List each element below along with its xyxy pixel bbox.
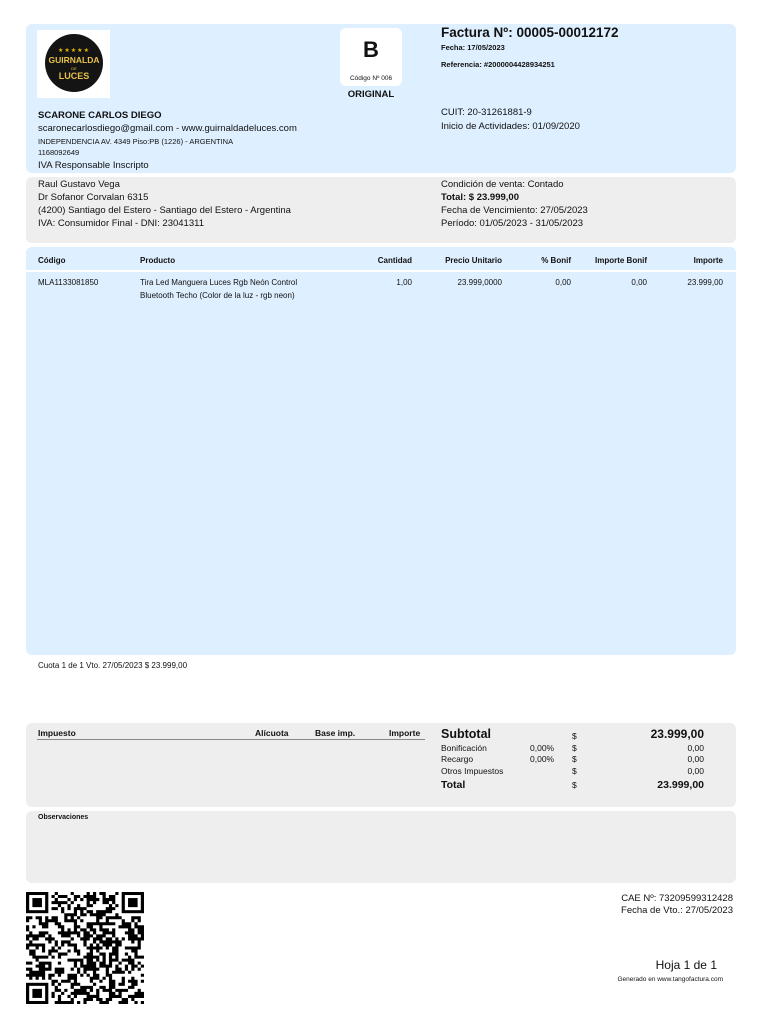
logo-text-luces: LUCES	[58, 71, 90, 81]
subtotal-currency: $	[572, 731, 577, 741]
client-city: (4200) Santiago del Estero - Santiago del Estero - Argentina	[38, 205, 291, 216]
otros-impuestos-currency: $	[572, 766, 577, 776]
qr-code	[26, 892, 144, 1004]
tax-header-importe: Importe	[389, 728, 421, 738]
observations-section	[26, 811, 736, 883]
row-producto-line2: Bluetooth Techo (Color de la luz - rgb neon)	[140, 291, 295, 300]
row-importe: 23.999,00	[687, 278, 723, 287]
logo-text-guirnalda: GUIRNALDA	[48, 55, 100, 65]
company-logo	[37, 30, 110, 98]
cae-number: CAE Nº: 73209599312428	[621, 893, 733, 904]
billing-period: Período: 01/05/2023 - 31/05/2023	[441, 218, 584, 229]
logo-disc	[45, 34, 103, 92]
row-codigo: MLA1133081850	[38, 278, 99, 287]
recargo-pct: 0,00%	[530, 754, 555, 764]
row-producto-line1: Tira Led Manguera Luces Rgb Neón Control	[140, 278, 298, 287]
client-total: Total: $ 23.999,00	[441, 192, 519, 203]
invoice-date: Fecha: 17/05/2023	[441, 43, 505, 52]
col-header-producto: Producto	[140, 256, 176, 265]
row-importe-bonif: 0,00	[631, 278, 647, 287]
invoice-letter-box	[340, 28, 402, 86]
installment-info: Cuota 1 de 1 Vto. 27/05/2023 $ 23.999,00	[38, 661, 188, 670]
bonificacion-pct: 0,00%	[530, 743, 555, 753]
items-table	[26, 247, 736, 655]
invoice-code: Código Nº 006	[349, 75, 393, 82]
col-header-cantidad: Cantidad	[377, 256, 412, 265]
table-header-divider	[26, 270, 736, 272]
qr-code-image	[26, 892, 144, 1004]
total-label: Total	[441, 779, 466, 791]
subtotal-value: 23.999,00	[650, 727, 704, 741]
company-phone: 1168092649	[38, 148, 80, 157]
col-header-codigo: Código	[38, 256, 66, 265]
cae-due-date: Fecha de Vto.: 27/05/2023	[621, 905, 733, 916]
bonificacion-label: Bonificación	[441, 743, 487, 753]
row-precio: 23.999,0000	[457, 278, 502, 287]
observations-label: Observaciones	[38, 814, 89, 821]
invoice-title: Factura Nº: 00005-00012172	[441, 25, 619, 40]
tax-header-base: Base imp.	[315, 728, 356, 738]
total-currency: $	[572, 780, 577, 790]
recargo-value: 0,00	[687, 754, 704, 764]
total-value: 23.999,00	[657, 779, 704, 791]
page-number: Hoja 1 de 1	[655, 958, 717, 972]
col-header-bonif: % Bonif	[541, 256, 571, 265]
invoice-letter: B	[363, 37, 379, 62]
company-name: SCARONE CARLOS DIEGO	[38, 110, 162, 121]
invoice-reference: Referencia: #2000004428934251	[441, 60, 555, 69]
company-iva: IVA Responsable Inscripto	[38, 160, 149, 171]
company-contact: scaronecarlosdiego@gmail.com - www.guirnaldadeluces.com	[38, 123, 297, 134]
generated-by: Generado en www.tangofactura.com	[617, 976, 723, 983]
logo-text-de: DE	[71, 66, 77, 71]
otros-impuestos-value: 0,00	[687, 766, 704, 776]
company-cuit: CUIT: 20-31261881-9	[441, 107, 532, 118]
qr-finder-square	[32, 898, 42, 907]
row-cantidad: 1,00	[396, 278, 412, 287]
company-address: INDEPENDENCIA AV. 4349 Piso:PB (1226) - ARGENTINA	[38, 137, 234, 146]
otros-impuestos-label: Otros Impuestos	[441, 766, 504, 776]
tax-header-alicuota: Alícuota	[255, 728, 289, 738]
due-date: Fecha de Vencimiento: 27/05/2023	[441, 205, 588, 216]
qr-finder-square	[32, 989, 42, 998]
sale-condition: Condición de venta: Contado	[441, 179, 564, 190]
col-header-importe: Importe	[693, 256, 723, 265]
logo-stars: ★★★★★	[58, 48, 90, 54]
recargo-currency: $	[572, 754, 577, 764]
client-street: Dr Sofanor Corvalan 6315	[38, 192, 149, 203]
copy-type: ORIGINAL	[347, 89, 395, 100]
tax-header-impuesto: Impuesto	[38, 728, 76, 738]
company-start-date: Inicio de Actividades: 01/09/2020	[441, 121, 580, 132]
tax-header-divider	[37, 739, 425, 740]
bonificacion-value: 0,00	[687, 743, 704, 753]
qr-finder-square	[128, 898, 138, 907]
row-bonif: 0,00	[555, 278, 571, 287]
client-iva: IVA: Consumidor Final - DNI: 23041311	[38, 218, 204, 229]
subtotal-label: Subtotal	[441, 727, 491, 741]
col-header-precio: Precio Unitario	[445, 256, 502, 265]
client-name: Raul Gustavo Vega	[38, 179, 120, 190]
recargo-label: Recargo	[441, 754, 474, 764]
bonificacion-currency: $	[572, 743, 577, 753]
col-header-importe-bonif: Importe Bonif	[595, 256, 647, 265]
